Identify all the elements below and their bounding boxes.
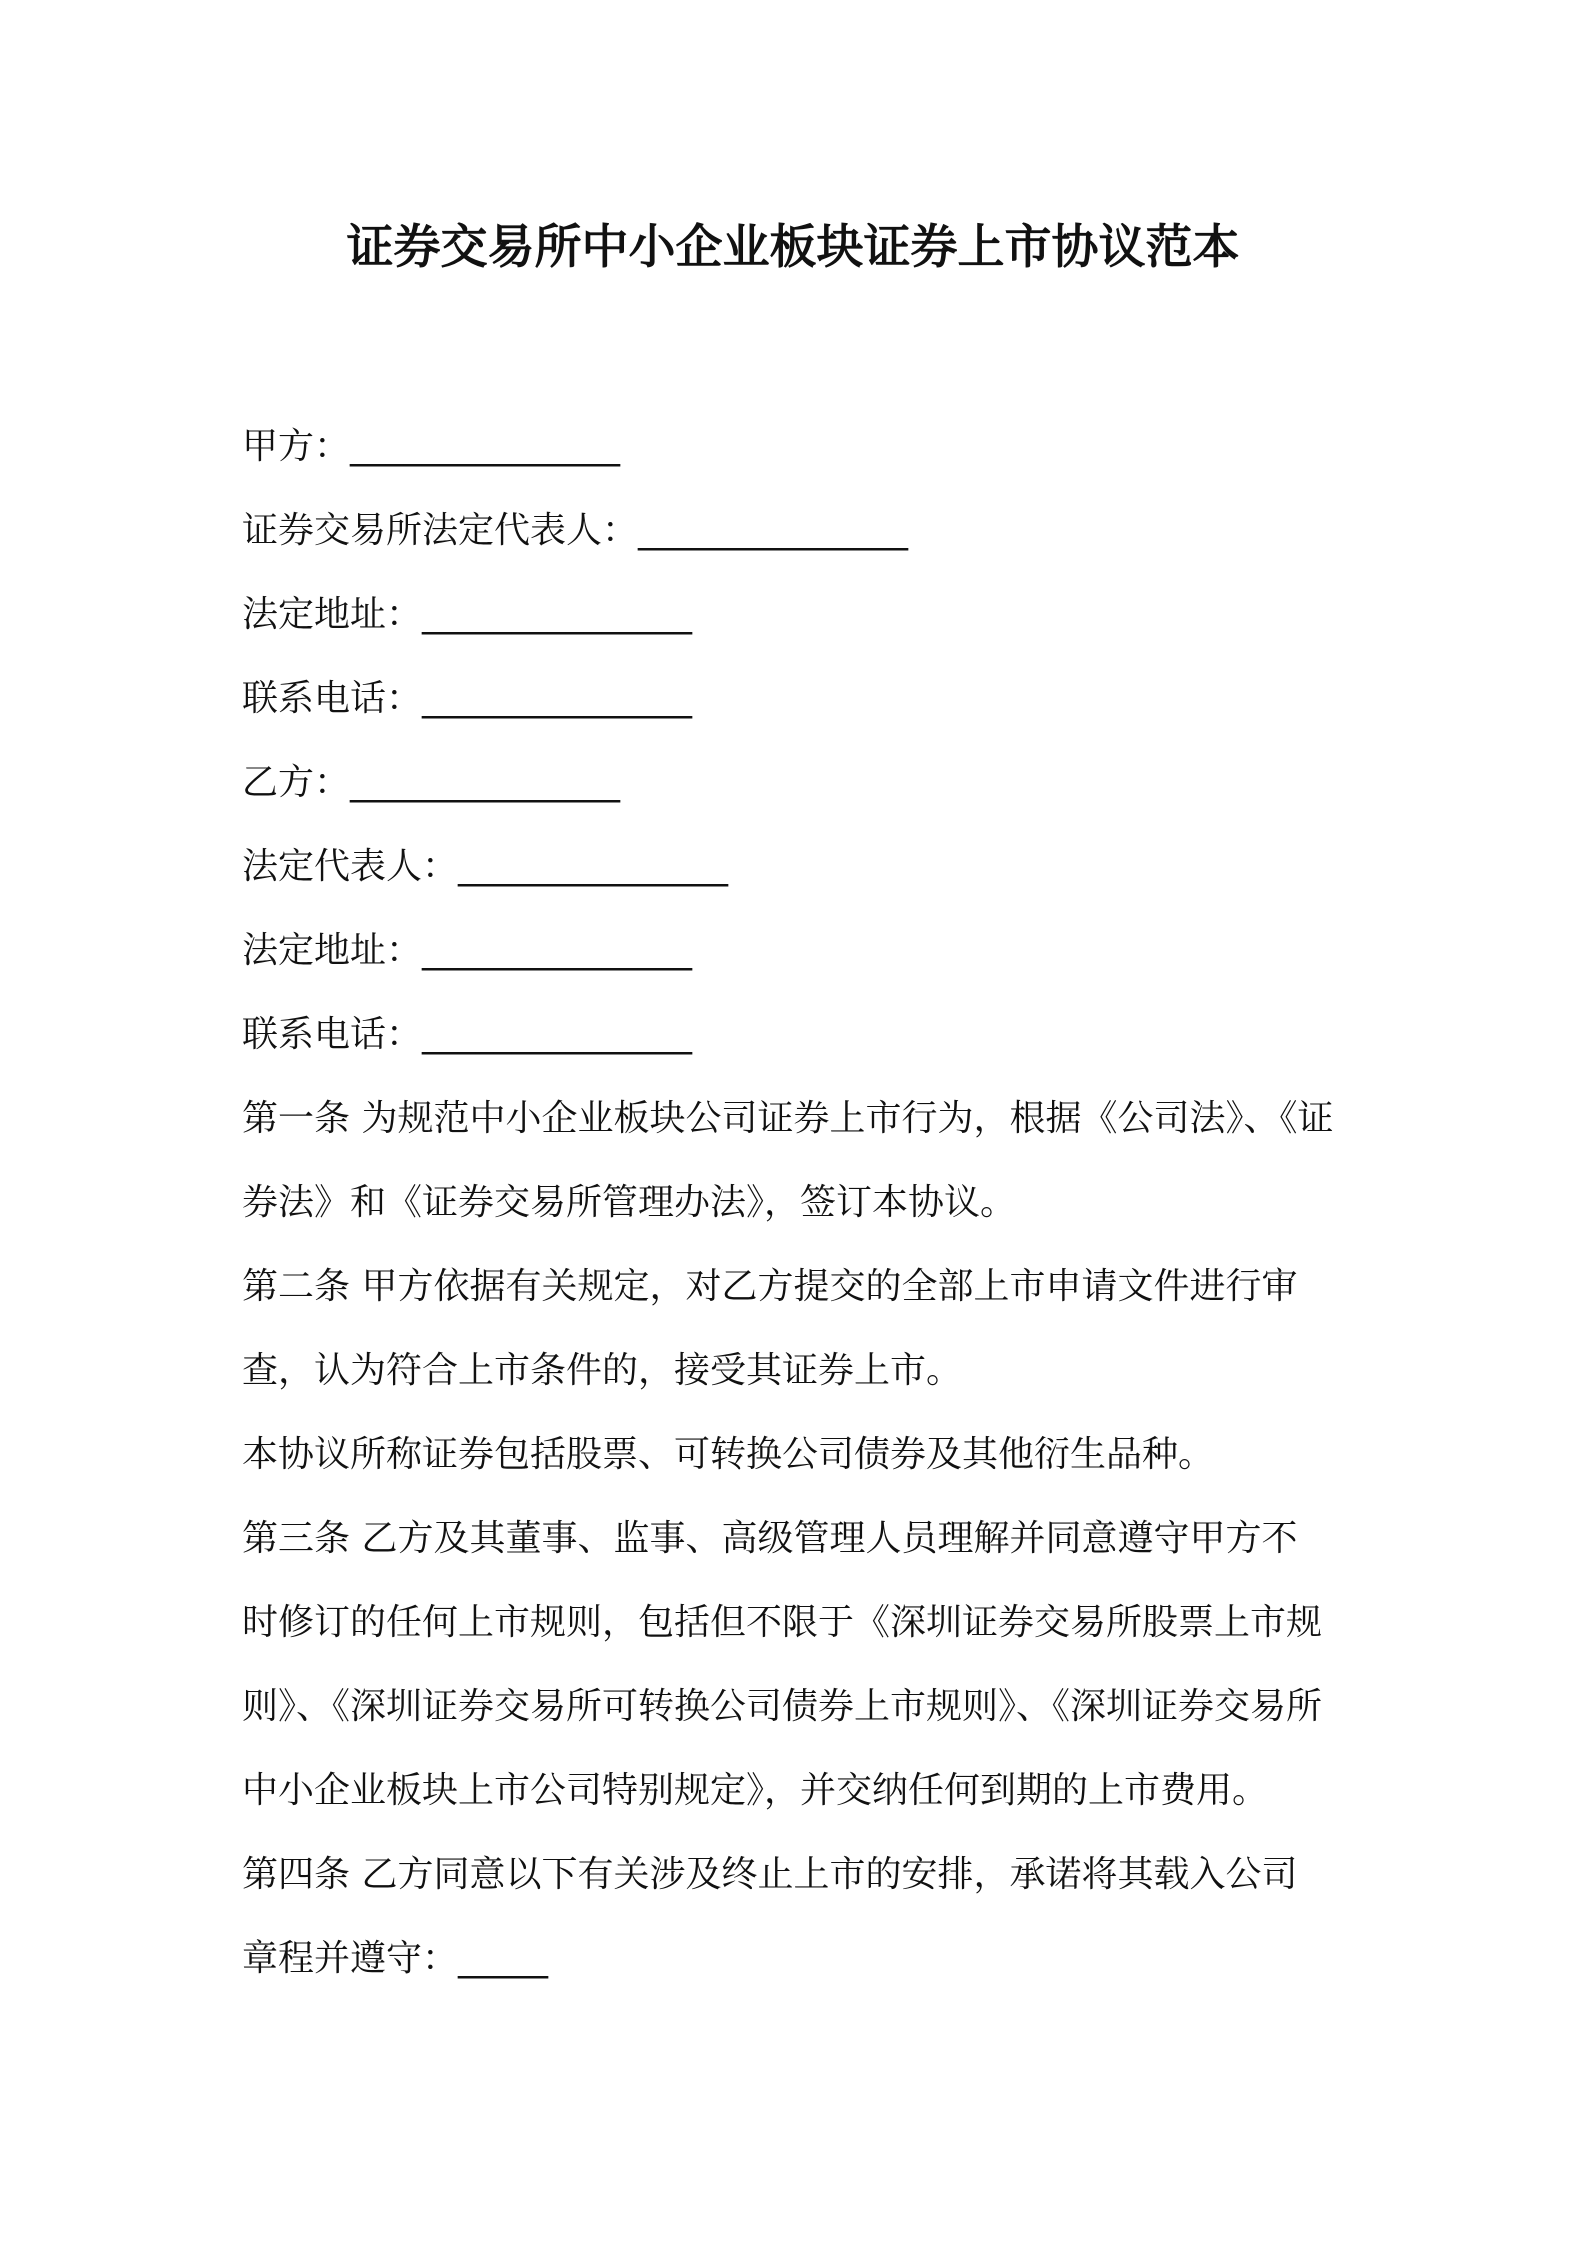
party-b-phone-line: 联系电话：_______________ bbox=[242, 1014, 693, 1055]
document-body bbox=[242, 405, 1357, 2001]
article-3-line-1: 第三条 乙方及其董事、监事、高级管理人员理解并同意遵守甲方不 bbox=[242, 1518, 1298, 1559]
article-4-line-1: 第四条 乙方同意以下有关涉及终止上市的安排，承诺将其载入公司 bbox=[242, 1854, 1298, 1895]
party-b-line: 乙方：_______________ bbox=[242, 762, 621, 803]
article-3-line-3: 则》、《深圳证券交易所可转换公司债券上市规则》、《深圳证券交易所 bbox=[242, 1686, 1323, 1727]
exchange-legal-rep-line: 证券交易所法定代表人：_______________ bbox=[242, 510, 909, 551]
article-2-line-2: 查，认为符合上市条件的，接受其证券上市。 bbox=[242, 1350, 963, 1391]
article-2-line-3: 本协议所称证券包括股票、可转换公司债券及其他衍生品种。 bbox=[242, 1434, 1215, 1475]
party-b-legal-rep-line: 法定代表人：_______________ bbox=[242, 846, 729, 887]
document-title: 证券交易所中小企业板块证券上市协议范本 bbox=[346, 220, 1240, 275]
article-3-line-4: 中小企业板块上市公司特别规定》，并交纳任何到期的上市费用。 bbox=[242, 1770, 1269, 1811]
party-a-address-line: 法定地址：_______________ bbox=[242, 594, 693, 635]
party-b-address-line: 法定地址：_______________ bbox=[242, 930, 693, 971]
article-4-line-2: 章程并遵守：_____ bbox=[242, 1938, 549, 1979]
article-1-line-1: 第一条 为规范中小企业板块公司证券上市行为，根据《公司法》、《证 bbox=[242, 1098, 1334, 1139]
party-a-phone-line: 联系电话：_______________ bbox=[242, 678, 693, 719]
article-2-line-1: 第二条 甲方依据有关规定，对乙方提交的全部上市申请文件进行审 bbox=[242, 1266, 1298, 1307]
article-1-line-2: 券法》和《证券交易所管理办法》，签订本协议。 bbox=[242, 1182, 1017, 1223]
party-a-line: 甲方：_______________ bbox=[242, 426, 621, 467]
article-3-line-2: 时修订的任何上市规则，包括但不限于《深圳证券交易所股票上市规 bbox=[242, 1602, 1323, 1643]
